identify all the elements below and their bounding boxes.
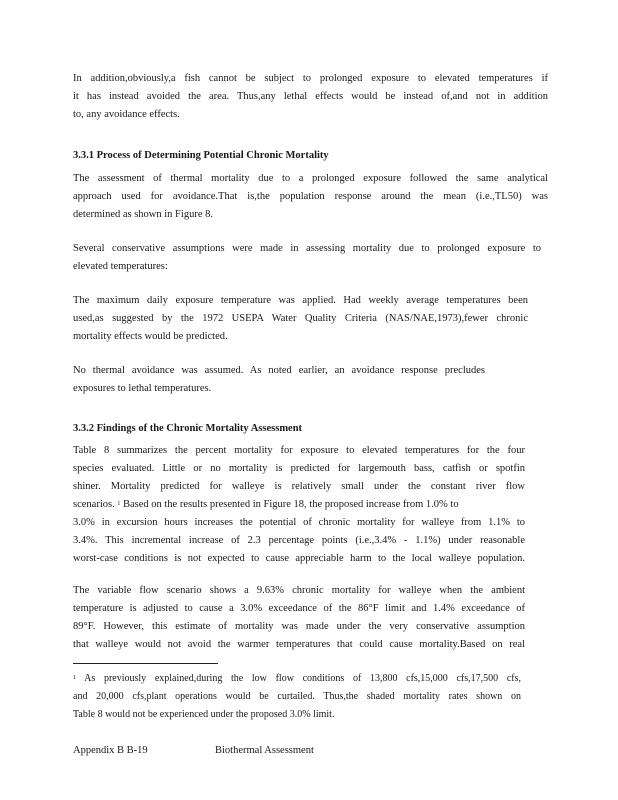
paragraph <box>73 292 528 346</box>
footnote-reference: 1 <box>117 501 121 507</box>
text-line: elevated temperatures: <box>73 261 168 272</box>
text-line: exposures to lethal temperatures. <box>73 383 212 394</box>
text-line: species evaluated. Little or no mortality is predicted for largemouth bass, catfish or spotfin <box>73 463 525 474</box>
text-line: In addition,obviously,a fish cannot be subject to prolonged exposure to elevated temperatures if <box>73 73 548 84</box>
text-line: No thermal avoidance was assumed. As noted earlier, an avoidance response precludes <box>73 365 485 376</box>
text-line: worst-case conditions is not expected to cause appreciable harm to the local walleye population. <box>73 553 525 564</box>
text-line: and 20,000 cfs,plant operations would be curtailed. Thus,the shaded mortality rates shown on <box>73 691 521 702</box>
text-line: determined as shown in Figure 8. <box>73 209 213 220</box>
text-line: 3.0% in excursion hours increases the potential of chronic mortality for walleye from 1.1% to <box>73 517 525 528</box>
text-line: Several conservative assumptions were made in assessing mortality due to prolonged exposure to <box>73 243 541 254</box>
section-heading-3-3-1: 3.3.1 Process of Determining Potential Chronic Mortality <box>73 150 329 161</box>
text-line: used,as suggested by the 1972 USEPA Water Quality Criteria (NAS/NAE,1973),fewer chronic <box>73 313 528 324</box>
text-line: The maximum daily exposure temperature was applied. Had weekly average temperatures been <box>73 295 528 306</box>
text-line: 89°F. However, this estimate of mortality was made under the very conservative assumption <box>73 621 525 632</box>
section-heading-3-3-2: 3.3.2 Findings of the Chronic Mortality Assessment <box>73 423 303 434</box>
paragraph <box>73 362 485 398</box>
text-line: shiner. Mortality predicted for walleye is relatively small under the constant river flow <box>73 481 525 492</box>
paragraph <box>73 170 548 224</box>
text-fragment: scenarios. <box>73 499 115 510</box>
footnote-marker: 1 <box>73 675 76 681</box>
text-line: mortality effects would be predicted. <box>73 331 228 342</box>
text-line: The assessment of thermal mortality due to a prolonged exposure followed the same analytical <box>73 173 548 184</box>
footnote-divider <box>73 663 218 664</box>
text-fragment: Based on the results presented in Figure 18, the proposed increase from 1.0% to <box>122 499 459 510</box>
text-line: Table 8 would not be experienced under the proposed 3.0% limit. <box>73 709 335 720</box>
text-line: The variable flow scenario shows a 9.63% chronic mortality for walleye when the ambient <box>73 585 525 596</box>
paragraph <box>73 240 541 276</box>
text-line: Table 8 summarizes the percent mortality for exposure to elevated temperatures for the four <box>73 445 525 456</box>
text-line: to, any avoidance effects. <box>73 109 180 120</box>
text-line: 3.4%. This incremental increase of 2.3 percentage points (i.e.,3.4% - 1.1%) under reasonable <box>73 535 525 546</box>
footnote <box>73 670 521 724</box>
text-line: temperature is adjusted to cause a 3.0% exceedance of the 86°F limit and 1.4% exceedance of <box>73 603 525 614</box>
paragraph <box>73 442 525 568</box>
text-line <box>73 670 521 688</box>
paragraph <box>73 582 525 654</box>
text-line: it has instead avoided the area. Thus,any lethal effects would be instead of,and not in addition <box>73 91 548 102</box>
text-line <box>73 496 525 514</box>
text-line: that walleye would not avoid the warmer temperatures that could cause mortality.Based on real <box>73 639 525 650</box>
footer-page-label: Appendix B B-19 <box>73 745 148 756</box>
text-line: approach used for avoidance.That is,the population response around the mean (i.e.,TL50) was <box>73 191 548 202</box>
text-fragment: As previously explained,during the low flow conditions of 13,800 cfs,15,000 cfs,17,500 cfs, <box>84 673 521 684</box>
intro-paragraph <box>73 70 548 124</box>
page-footer <box>73 742 314 760</box>
footer-section-title: Biothermal Assessment <box>215 745 314 756</box>
